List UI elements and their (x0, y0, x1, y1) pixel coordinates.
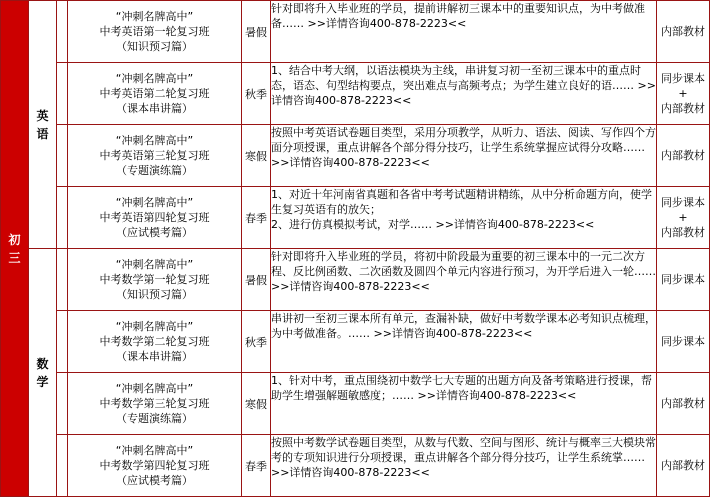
description-cell (271, 1, 657, 63)
material-line: 内部教材 (661, 459, 705, 472)
description-cell (271, 125, 657, 187)
spacer-cell (57, 63, 68, 125)
description-cell (271, 311, 657, 373)
course-name-line: （专题演练篇） (116, 412, 193, 425)
course-name-line: “冲刺名牌高中” (115, 72, 194, 85)
material-cell (657, 63, 710, 125)
description-text: 2、进行仿真模拟考试，对学…… (271, 218, 432, 231)
course-name-line: 中考数学第二轮复习班 (99, 335, 210, 348)
season-cell: 秋季 (242, 63, 271, 125)
course-name-line: 中考英语第二轮复习班 (99, 87, 210, 100)
course-name-line: “冲刺名牌高中” (115, 134, 194, 147)
table-row (1, 187, 710, 249)
material-line: + (678, 211, 688, 224)
material-line: 内部教材 (661, 149, 705, 162)
table-row (1, 1, 710, 63)
season-cell: 寒假 (242, 373, 271, 435)
season-cell: 暑假 (242, 249, 271, 311)
material-line: 同步课本 (661, 196, 705, 209)
season-cell: 秋季 (242, 311, 271, 373)
subject-cell: 英 语 (29, 1, 57, 249)
table-row (1, 311, 710, 373)
material-cell (657, 435, 710, 497)
course-name-line: “冲刺名牌高中” (115, 382, 194, 395)
table-row (1, 249, 710, 311)
material-line: 内部教材 (661, 25, 705, 38)
course-name-cell (68, 1, 242, 63)
course-name-cell (68, 63, 242, 125)
material-line: 内部教材 (661, 226, 705, 239)
description-text: 按照中考数学试卷题目类型，从数与代数、空间与图形、统计与概率三大模块常考的专项知识进行分项授课，重点讲解各个部分得分技巧，让学生系统掌…… (271, 436, 656, 464)
description-text: 针对即将升入毕业班的学员，提前讲解初三课本中的重要知识点，为中考做准备…… (271, 2, 645, 30)
material-line: 同步课本 (661, 273, 705, 286)
consult-link[interactable]: >>详情咨询400-878-2223<< (271, 280, 430, 293)
course-table-body (1, 1, 710, 497)
course-name-line: “冲刺名牌高中” (115, 196, 194, 209)
course-name-line: “冲刺名牌高中” (115, 444, 194, 457)
description-cell (271, 249, 657, 311)
spacer-cell (57, 125, 68, 187)
course-name-cell (68, 373, 242, 435)
course-name-cell (68, 125, 242, 187)
season-cell: 春季 (242, 435, 271, 497)
course-name-cell (68, 187, 242, 249)
material-cell (657, 125, 710, 187)
course-name-line: 中考数学第一轮复习班 (99, 273, 210, 286)
material-line: 内部教材 (661, 397, 705, 410)
course-name-cell (68, 311, 242, 373)
consult-link[interactable]: >>详情咨询400-878-2223<< (271, 79, 656, 107)
description-text: 串讲初一至初三课本所有单元，查漏补缺，做好中考数学课本必考知识点梳理，为中考做准备。…… (271, 312, 656, 340)
course-name-line: （知识预习篇） (116, 40, 193, 53)
material-cell (657, 373, 710, 435)
material-line: 内部教材 (661, 102, 705, 115)
course-name-line: 中考数学第三轮复习班 (99, 397, 210, 410)
description-text: 1、针对中考，重点围绕初中数学七大专题的出题方向及备考策略进行授课，帮助学生增强解题敏感度；…… (271, 374, 652, 402)
spacer-cell (57, 1, 68, 63)
description-text: 针对即将升入毕业班的学员，将初中阶段最为重要的初三课本中的一元二次方程、反比例函数、二次函数及圆四个单元内容进行预习，为开学后进入一轮…… (271, 250, 656, 278)
description-text: 按照中考英语试卷题目类型，采用分项教学，从听力、语法、阅读、写作四个方面分项授课，重点讲解各个部分得分技巧，让学生系统掌握应试得分攻略…… (271, 126, 656, 154)
course-name-cell (68, 249, 242, 311)
consult-link[interactable]: >>详情咨询400-878-2223<< (370, 327, 533, 340)
table-row (1, 373, 710, 435)
description-cell (271, 63, 657, 125)
season-cell: 春季 (242, 187, 271, 249)
spacer-cell (57, 249, 68, 311)
course-name-line: “冲刺名牌高中” (115, 320, 194, 333)
course-name-line: 中考数学第四轮复习班 (99, 459, 210, 472)
season-cell: 寒假 (242, 125, 271, 187)
consult-link[interactable]: >>详情咨询400-878-2223<< (414, 389, 577, 402)
course-name-line: （知识预习篇） (116, 288, 193, 301)
description-cell (271, 373, 657, 435)
spacer-cell (57, 187, 68, 249)
consult-link[interactable]: >>详情咨询400-878-2223<< (304, 17, 467, 30)
table-row (1, 435, 710, 497)
course-name-cell (68, 435, 242, 497)
description-cell (271, 187, 657, 249)
spacer-cell (57, 373, 68, 435)
subject-cell: 数 学 (29, 249, 57, 497)
material-cell (657, 187, 710, 249)
spacer-cell (57, 435, 68, 497)
material-cell (657, 311, 710, 373)
course-name-line: 中考英语第一轮复习班 (99, 25, 210, 38)
course-name-line: （课本串讲篇） (116, 102, 193, 115)
material-line: 同步课本 (661, 335, 705, 348)
course-name-line: 中考英语第三轮复习班 (99, 149, 210, 162)
spacer-cell (57, 311, 68, 373)
course-name-line: （专题演练篇） (116, 164, 193, 177)
consult-link[interactable]: >>详情咨询400-878-2223<< (271, 156, 430, 169)
course-name-line: “冲刺名牌高中” (115, 258, 194, 271)
table-row (1, 63, 710, 125)
course-name-line: （应试模考篇） (116, 474, 193, 487)
table-row (1, 125, 710, 187)
consult-link[interactable]: >>详情咨询400-878-2223<< (271, 466, 430, 479)
course-name-line: “冲刺名牌高中” (115, 10, 194, 23)
course-name-line: （应试模考篇） (116, 226, 193, 239)
material-cell (657, 249, 710, 311)
season-cell: 暑假 (242, 1, 271, 63)
material-line: + (678, 87, 688, 100)
description-text: 1、对近十年河南省真题和各省中考考试题精讲精练，从中分析命题方向，使学生复习英语有的放矢； (271, 188, 652, 216)
grade-cell: 初 三 (1, 1, 29, 497)
description-cell (271, 435, 657, 497)
material-line: 同步课本 (661, 72, 705, 85)
course-name-line: （课本串讲篇） (116, 350, 193, 363)
consult-link[interactable]: >>详情咨询400-878-2223<< (432, 218, 595, 231)
course-name-line: 中考英语第四轮复习班 (99, 211, 210, 224)
description-text: 1、结合中考大纲，以语法模块为主线，串讲复习初一至初三课本中的重点时态，语态、句型结构要点，突出难点与高频考点；为学生建立良好的语…… (271, 64, 641, 92)
material-cell (657, 1, 710, 63)
